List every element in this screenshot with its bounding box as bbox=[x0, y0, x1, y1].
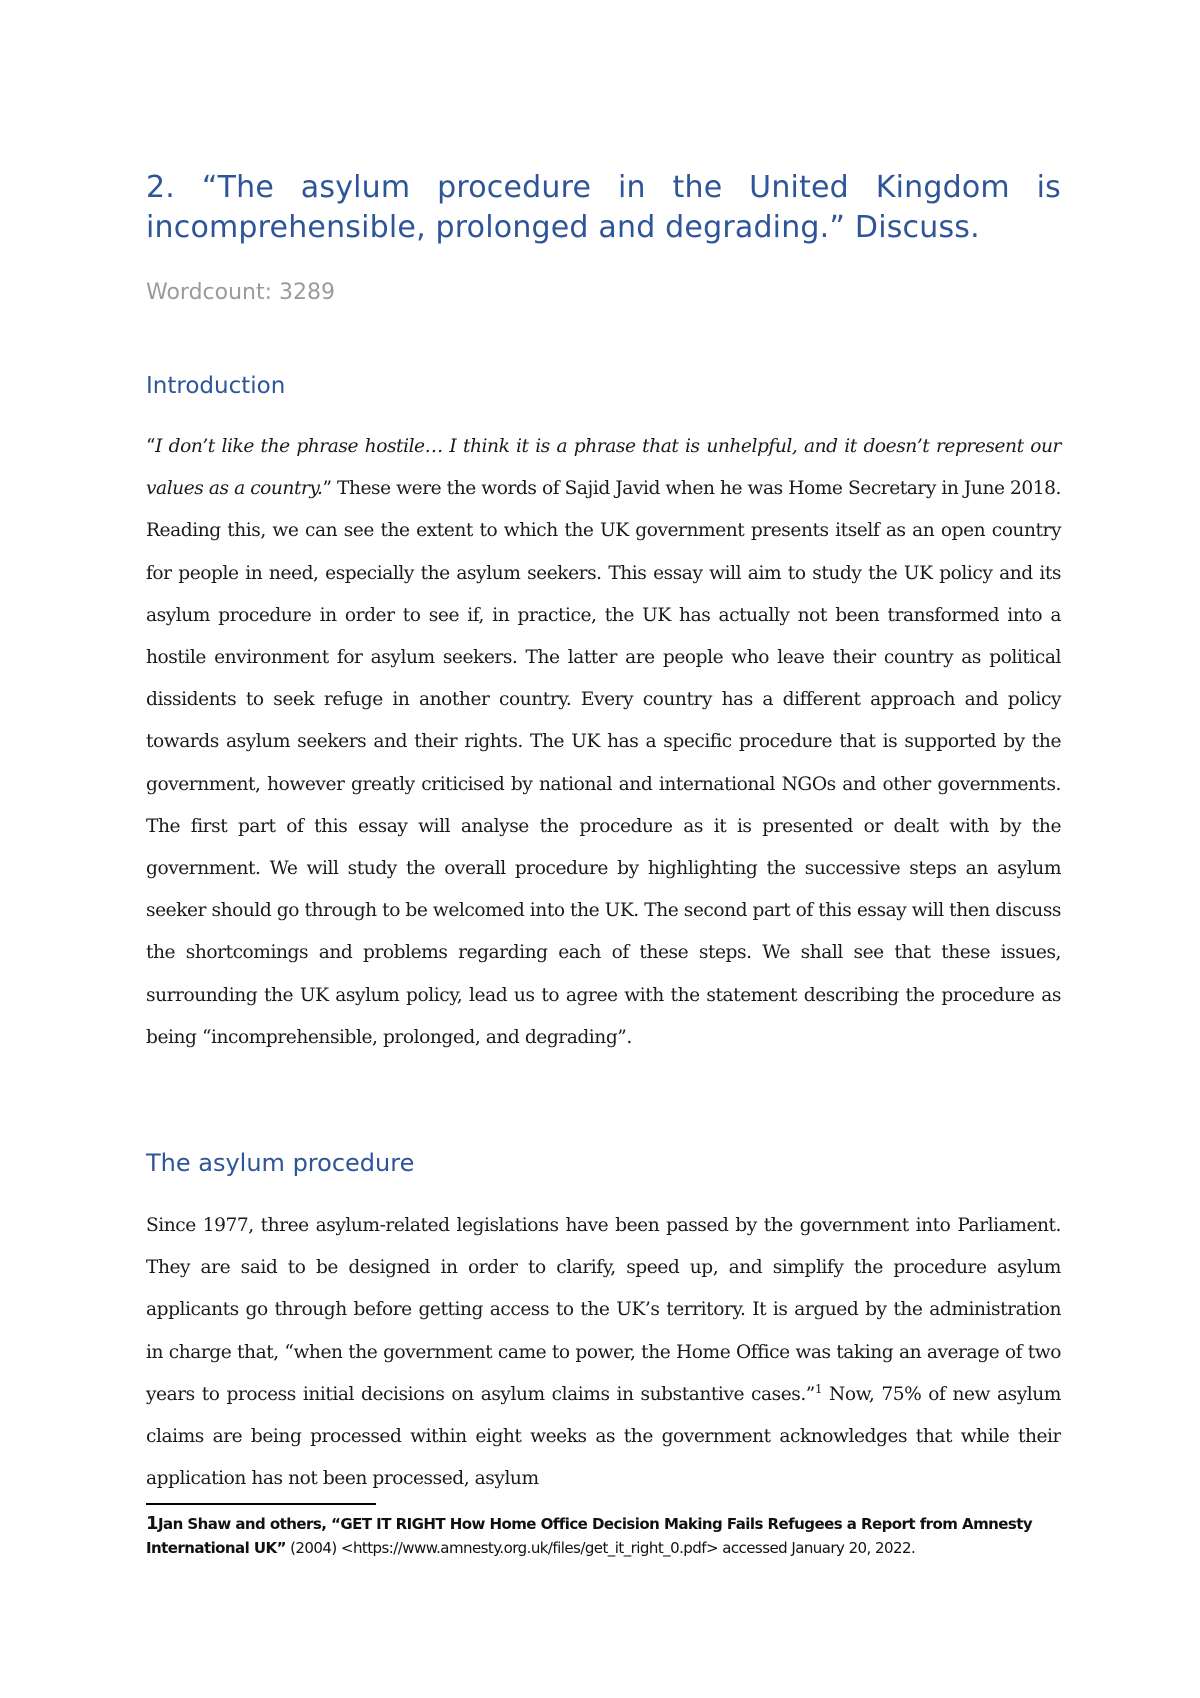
footnote-citation-rest: (2004) <https://www.amnesty.org.uk/files/get_it_right_0.pdf> accessed January 20, 2022. bbox=[285, 1539, 916, 1557]
introduction-paragraph bbox=[146, 426, 1061, 1059]
footnote-separator bbox=[146, 1503, 376, 1505]
footnote-1 bbox=[146, 1512, 1061, 1560]
quote-open-mark: “ bbox=[146, 436, 156, 457]
asylum-procedure-paragraph bbox=[146, 1205, 1061, 1500]
footnote-reference[interactable]: 1 bbox=[814, 1381, 823, 1396]
introduction-text: ” These were the words of Sajid Javid when he was Home Secretary in June 2018. Reading this, we can see the extent to which the UK government presents itself as an open country for people in need, especially the asylum seekers. This essay will aim to study the UK policy and its asylum procedure in order to see if, in practice, the UK has actually not been transformed into a hostile environment for asylum seekers. The latter are people who leave their country as political dissidents to seek refuge in another country. Every country has a different approach and policy towards asylum seekers and their rights. The UK has a specific procedure that is supported by the government, however greatly criticised by national and international NGOs and other governments. The first part of this essay will analyse the procedure as it is presented or dealt with by the government. We will study the overall procedure by highlighting the successive steps an asylum seeker should go through to be welcomed into the UK. The second part of this essay will then discuss the shortcomings and problems regarding each of these steps. We shall see that these issues, surrounding the UK asylum policy, lead us to agree with the statement describing the procedure as being “incomprehensible, prolonged, and degrading”. bbox=[146, 478, 1062, 1048]
essay-title: 2. “The asylum procedure in the United Kingdom is incomprehensible, prolonged and degrading.” Discuss. bbox=[146, 170, 1061, 245]
footnote-citation-title: Jan Shaw and others, “GET IT RIGHT How Home Office Decision Making Fails Refugees a Report from Amnesty International UK” bbox=[146, 1515, 1033, 1557]
javid-quote: I don’t like the phrase hostile… I think it is a phrase that is unhelpful, and it doesn’t represent our values as a country. bbox=[146, 436, 1061, 500]
procedure-text-part-2: Now, 75% of new asylum claims are being processed within eight weeks as the government acknowledges that while their application has not been processed, asylum bbox=[146, 1383, 1061, 1490]
heading-introduction: Introduction bbox=[146, 373, 286, 399]
heading-asylum-procedure: The asylum procedure bbox=[146, 1149, 415, 1177]
footnote-number: 1 bbox=[146, 1513, 158, 1534]
document-page bbox=[146, 0, 1061, 1698]
procedure-text-part-1: Since 1977, three asylum-related legislations have been passed by the government into Parliament. They are said to be designed in order to clarify, speed up, and simplify the procedure asylum applicants go through before getting access to the UK’s territory. It is argued by the administration in charge that, “when the government came to power, the Home Office was taking an average of two years to process initial decisions on asylum claims in substantive cases.” bbox=[146, 1215, 1061, 1405]
word-count: Wordcount: 3289 bbox=[146, 280, 336, 305]
